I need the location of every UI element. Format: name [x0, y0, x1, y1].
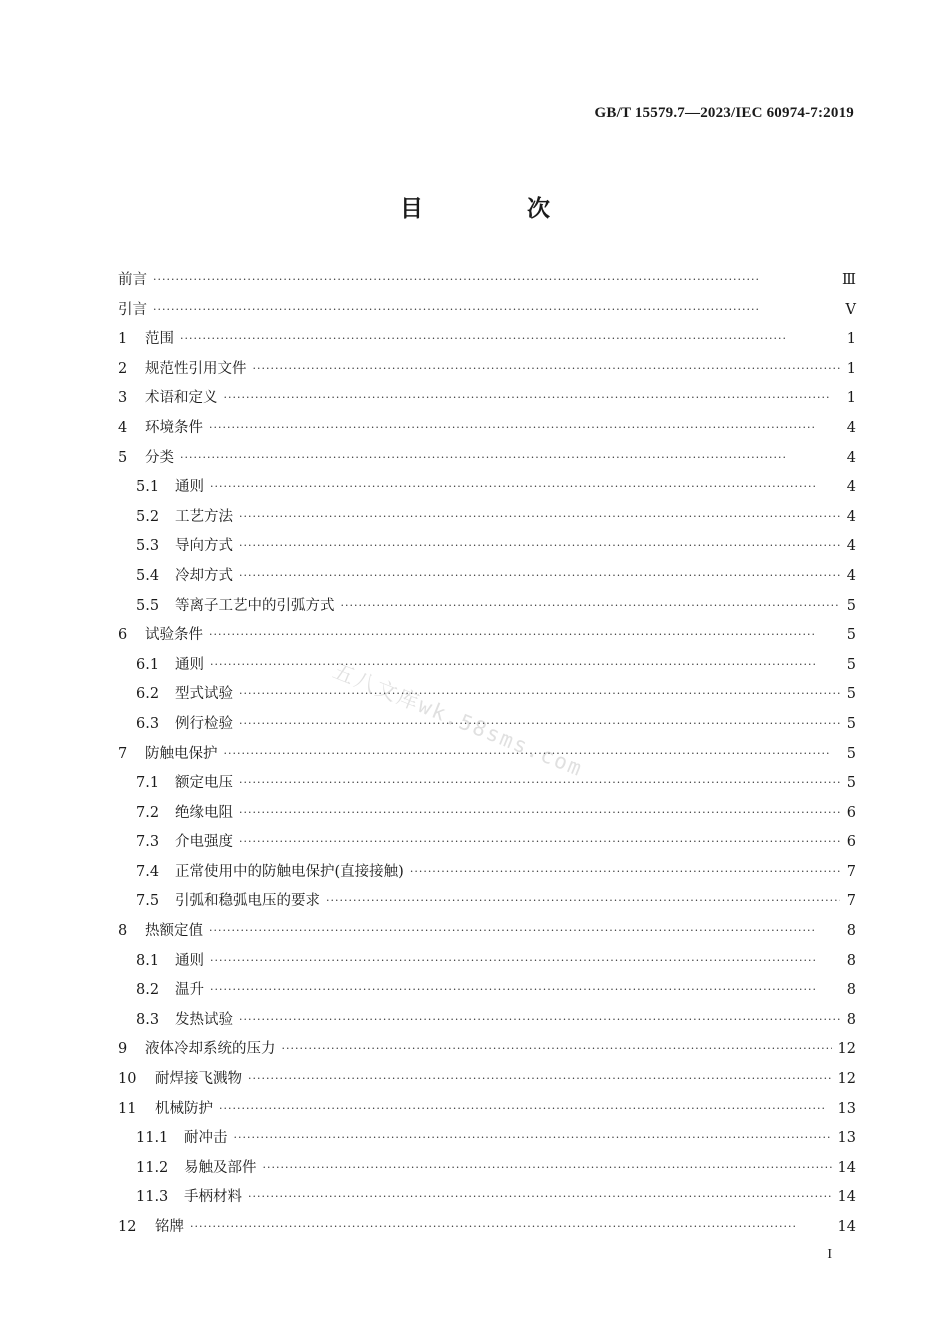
toc-entry[interactable] [118, 1156, 856, 1186]
toc-entry-page: 4 [846, 508, 856, 525]
toc-entry[interactable] [118, 1215, 856, 1245]
toc-entry-page: 5 [846, 597, 856, 614]
toc-entry-number: 1 [118, 331, 128, 348]
toc-entry-number: 8.3 [136, 1011, 160, 1028]
toc-entry[interactable] [118, 1008, 856, 1038]
toc-entry-number: 6.1 [136, 656, 160, 673]
toc-entry-page: 6 [846, 834, 856, 851]
toc-entry[interactable] [118, 623, 856, 653]
toc-entry[interactable] [118, 1037, 856, 1067]
toc-entry[interactable] [118, 268, 856, 298]
toc-entry[interactable] [118, 298, 856, 328]
toc-entry-number: 11.3 [136, 1189, 169, 1206]
toc-entry-page: 4 [846, 479, 856, 496]
toc-entry-page: 4 [846, 449, 856, 466]
toc-entry-number: 8 [118, 923, 128, 940]
toc-entry-title: 试验条件 [145, 627, 203, 644]
toc-entry-title: 工艺方法 [175, 508, 233, 525]
toc-entry-number: 11 [118, 1100, 137, 1117]
toc-entry-number: 5.4 [136, 567, 160, 584]
toc-entry[interactable] [118, 801, 856, 831]
toc-entry-page: 4 [846, 567, 856, 584]
toc-entry-number: 5.2 [136, 508, 160, 525]
toc-dot-leader [326, 894, 840, 907]
toc-dot-leader [239, 835, 840, 848]
toc-dot-leader [210, 983, 840, 996]
toc-entry-title: 额定电压 [175, 775, 233, 792]
toc-entry[interactable] [118, 1185, 856, 1215]
toc-dot-leader [210, 954, 840, 967]
table-of-contents [118, 268, 856, 1245]
toc-dot-leader [239, 717, 840, 730]
toc-entry-number: 6 [118, 627, 128, 644]
toc-entry-page: 4 [846, 538, 856, 555]
toc-dot-leader [210, 658, 840, 671]
toc-entry-page: 7 [846, 863, 856, 880]
toc-entry-page: 14 [837, 1219, 856, 1235]
toc-entry-page: 8 [846, 982, 856, 999]
toc-entry-title: 引言 [118, 301, 147, 318]
toc-entry[interactable] [118, 446, 856, 476]
toc-entry-title: 手柄材料 [184, 1189, 242, 1206]
toc-entry-title: 范围 [145, 331, 174, 348]
toc-entry-title: 温升 [175, 982, 204, 999]
toc-entry[interactable] [118, 889, 856, 919]
toc-dot-leader [153, 303, 840, 316]
toc-entry-title: 例行检验 [175, 715, 233, 732]
toc-entry-title: 铭牌 [155, 1219, 184, 1235]
toc-entry-title: 防触电保护 [145, 745, 218, 762]
toc-entry-page: 12 [837, 1041, 856, 1058]
toc-dot-leader [209, 421, 840, 434]
toc-entry-title: 引弧和稳弧电压的要求 [175, 893, 320, 910]
toc-entry-page: 5 [846, 656, 856, 673]
toc-entry-number: 4 [118, 419, 128, 436]
toc-entry-title: 耐冲击 [184, 1130, 228, 1147]
watermark: 五八文库wk.58sms.com [329, 658, 587, 782]
toc-entry-page: 5 [846, 686, 856, 703]
toc-entry-title: 易触及部件 [184, 1159, 257, 1176]
toc-entry[interactable] [118, 357, 856, 387]
toc-entry[interactable] [118, 653, 856, 683]
toc-dot-leader [234, 1131, 832, 1144]
toc-entry[interactable] [118, 534, 856, 564]
toc-entry-page: Ⅴ [845, 301, 856, 318]
toc-entry[interactable] [118, 1126, 856, 1156]
toc-entry-number: 7.2 [136, 804, 160, 821]
toc-dot-leader [224, 747, 841, 760]
toc-entry[interactable] [118, 682, 856, 712]
toc-dot-leader [341, 599, 841, 612]
toc-entry-title: 发热试验 [175, 1011, 233, 1028]
toc-dot-leader [209, 924, 840, 937]
toc-entry[interactable] [118, 978, 856, 1008]
toc-entry-page: 8 [846, 923, 856, 940]
toc-dot-leader [239, 539, 840, 552]
toc-entry[interactable] [118, 386, 856, 416]
toc-dot-leader [209, 628, 840, 641]
toc-entry-title: 型式试验 [175, 686, 233, 703]
toc-entry-title: 冷却方式 [175, 567, 233, 584]
toc-dot-leader [239, 776, 840, 789]
toc-entry-title: 通则 [175, 479, 204, 496]
toc-entry[interactable] [118, 564, 856, 594]
toc-entry-number: 7.4 [136, 863, 160, 880]
toc-entry-page: 13 [837, 1100, 856, 1117]
toc-entry-number: 9 [118, 1041, 128, 1058]
toc-entry-page: 6 [846, 804, 856, 821]
toc-dot-leader [210, 480, 840, 493]
toc-entry-number: 5.1 [136, 479, 160, 496]
toc-entry-page: 1 [846, 360, 856, 377]
toc-dot-leader [282, 1042, 832, 1055]
toc-entry[interactable] [118, 771, 856, 801]
toc-entry-page: 14 [837, 1159, 856, 1176]
toc-entry[interactable] [118, 594, 856, 624]
toc-dot-leader [239, 1013, 840, 1026]
toc-entry-page: 1 [846, 331, 856, 348]
toc-entry-number: 12 [118, 1219, 137, 1235]
toc-dot-leader [410, 865, 840, 878]
toc-dot-leader [190, 1220, 832, 1233]
toc-entry-number: 7.5 [136, 893, 160, 910]
toc-entry-title: 耐焊接飞溅物 [155, 1071, 242, 1088]
toc-entry-page: 5 [846, 715, 856, 732]
toc-entry[interactable] [118, 919, 856, 949]
toc-dot-leader [180, 332, 840, 345]
toc-dot-leader [180, 451, 840, 464]
toc-entry[interactable] [118, 712, 856, 742]
toc-entry-page: 7 [846, 893, 856, 910]
toc-entry-number: 10 [118, 1071, 137, 1088]
toc-entry[interactable] [118, 327, 856, 357]
toc-entry-title: 热额定值 [145, 923, 203, 940]
toc-entry-number: 8.1 [136, 952, 160, 969]
toc-entry[interactable] [118, 416, 856, 446]
toc-entry-page: 14 [837, 1189, 856, 1206]
page-title: 目 次 [399, 196, 598, 222]
toc-dot-leader [153, 273, 836, 286]
toc-dot-leader [248, 1072, 832, 1085]
toc-entry-page: 12 [837, 1071, 856, 1088]
toc-dot-leader [239, 806, 840, 819]
toc-entry-title: 通则 [175, 952, 204, 969]
toc-entry-page: 5 [846, 775, 856, 792]
toc-entry[interactable] [118, 505, 856, 535]
toc-entry-title: 前言 [118, 272, 147, 288]
toc-entry[interactable] [118, 1067, 856, 1097]
toc-dot-leader [224, 391, 841, 404]
toc-entry-number: 6.2 [136, 686, 160, 703]
toc-dot-leader [239, 510, 840, 523]
toc-entry-number: 2 [118, 360, 128, 377]
toc-entry-number: 7 [118, 745, 128, 762]
toc-dot-leader [248, 1190, 832, 1203]
toc-entry[interactable] [118, 949, 856, 979]
toc-entry-title: 等离子工艺中的引弧方式 [175, 597, 335, 614]
toc-entry-page: 1 [846, 390, 856, 407]
toc-entry-title: 规范性引用文件 [145, 360, 247, 377]
toc-entry-number: 8.2 [136, 982, 160, 999]
standard-code: GB/T 15579.7—2023/IEC 60974-7:2019 [594, 105, 854, 121]
toc-entry-title: 介电强度 [175, 834, 233, 851]
toc-entry-number: 5 [118, 449, 128, 466]
toc-entry[interactable] [118, 860, 856, 890]
toc-entry-number: 6.3 [136, 715, 160, 732]
toc-entry[interactable] [118, 742, 856, 772]
toc-entry-title: 环境条件 [145, 419, 203, 436]
toc-entry-title: 绝缘电阻 [175, 804, 233, 821]
toc-entry-page: 8 [846, 952, 856, 969]
toc-entry-page: 5 [846, 745, 856, 762]
toc-dot-leader [239, 569, 840, 582]
toc-entry-number: 11.1 [136, 1130, 169, 1147]
toc-entry-number: 11.2 [136, 1159, 169, 1176]
toc-dot-leader [239, 687, 840, 700]
toc-entry-page: 13 [837, 1130, 856, 1147]
toc-entry-number: 7.3 [136, 834, 160, 851]
toc-entry-number: 3 [118, 390, 128, 407]
toc-entry-number: 5.5 [136, 597, 160, 614]
toc-entry-title: 机械防护 [155, 1100, 213, 1117]
toc-dot-leader [263, 1161, 832, 1174]
toc-entry-page: 8 [846, 1011, 856, 1028]
toc-entry[interactable] [118, 1097, 856, 1127]
toc-entry-title: 正常使用中的防触电保护(直接接触) [175, 863, 404, 880]
toc-dot-leader [253, 362, 841, 375]
toc-entry-title: 通则 [175, 656, 204, 673]
toc-entry[interactable] [118, 830, 856, 860]
toc-entry-page: Ⅲ [842, 272, 856, 288]
toc-entry-title: 分类 [145, 449, 174, 466]
page-number: I [827, 1247, 832, 1262]
toc-entry[interactable] [118, 475, 856, 505]
toc-entry-title: 术语和定义 [145, 390, 218, 407]
toc-entry-title: 导向方式 [175, 538, 233, 555]
toc-entry-page: 5 [846, 627, 856, 644]
toc-entry-number: 7.1 [136, 775, 160, 792]
toc-entry-title: 液体冷却系统的压力 [145, 1041, 276, 1058]
toc-entry-number: 5.3 [136, 538, 160, 555]
toc-entry-page: 4 [846, 419, 856, 436]
toc-dot-leader [219, 1102, 832, 1115]
